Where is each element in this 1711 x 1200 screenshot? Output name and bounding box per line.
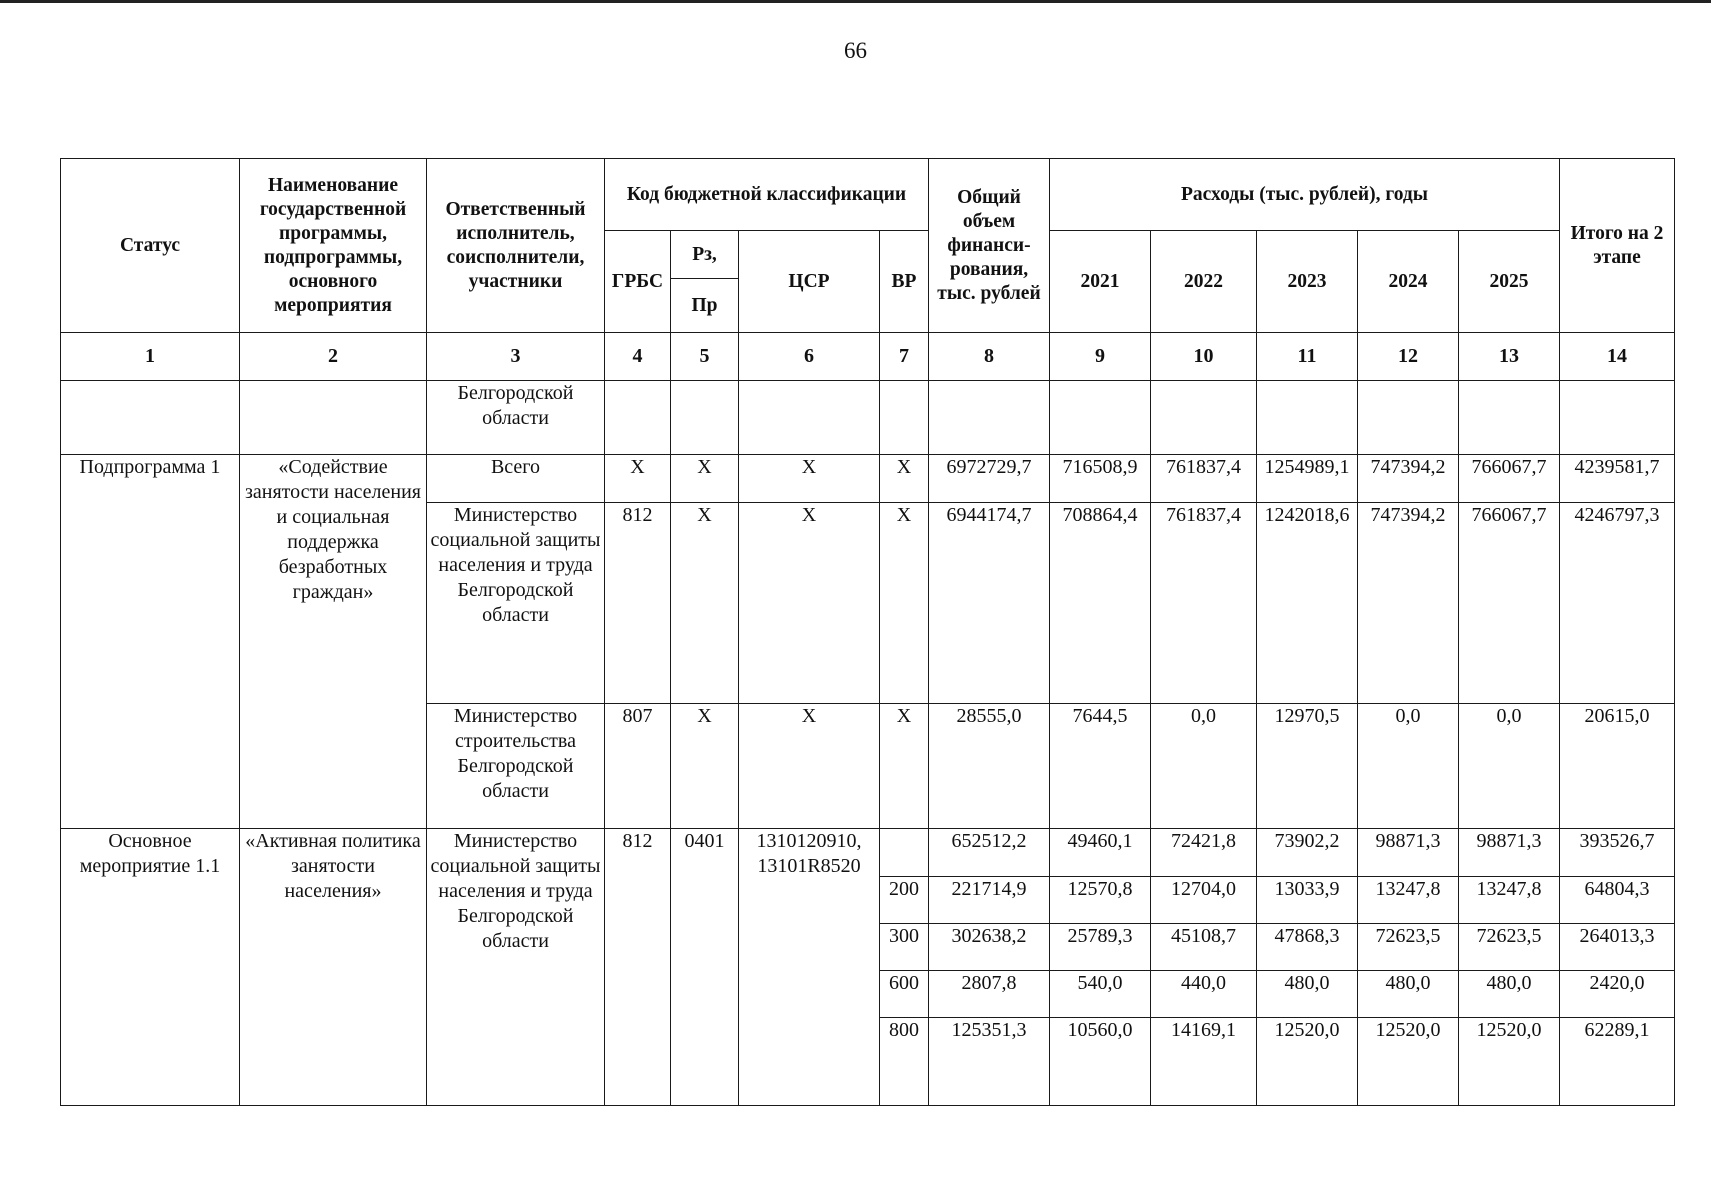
year-2021-cell: 49460,1 [1050, 829, 1151, 877]
year-2023-cell: 1254989,1 [1257, 455, 1358, 503]
continuation-row [61, 381, 1675, 455]
itogo-cell: 20615,0 [1560, 704, 1675, 829]
total-cell: 652512,2 [929, 829, 1050, 877]
vr-cell: Х [880, 704, 929, 829]
year-2024-cell: 72623,5 [1358, 924, 1459, 971]
executor-cell: Всего [427, 455, 605, 503]
column-number: 7 [880, 333, 929, 381]
table-row [61, 829, 1675, 877]
csr-cell: Х [739, 455, 880, 503]
header-pr: Пр [671, 279, 739, 333]
year-2021-cell: 12570,8 [1050, 877, 1151, 924]
total-cell: 2807,8 [929, 971, 1050, 1018]
total-cell: 28555,0 [929, 704, 1050, 829]
grbs-cell: Х [605, 455, 671, 503]
vr-cell: Х [880, 503, 929, 704]
column-number: 10 [1151, 333, 1257, 381]
total-cell: 6944174,7 [929, 503, 1050, 704]
header-year-2025: 2025 [1459, 231, 1560, 333]
year-2022-cell: 72421,8 [1151, 829, 1257, 877]
header-expenses: Расходы (тыс. рублей), годы [1050, 159, 1560, 231]
name-cell: «Активная политика занятости населения» [240, 829, 427, 1106]
year-2021-cell: 708864,4 [1050, 503, 1151, 704]
vr-cell: Х [880, 455, 929, 503]
year-2023-cell: 73902,2 [1257, 829, 1358, 877]
vr-cell: 600 [880, 971, 929, 1018]
year-2022-cell: 12704,0 [1151, 877, 1257, 924]
header-year-2024: 2024 [1358, 231, 1459, 333]
header-budget-code: Код бюджетной классификации [605, 159, 929, 231]
grbs-cell: 812 [605, 503, 671, 704]
header-vr: ВР [880, 231, 929, 333]
year-2023-cell: 12970,5 [1257, 704, 1358, 829]
rzpr-cell: 0401 [671, 829, 739, 1106]
itogo-cell: 4239581,7 [1560, 455, 1675, 503]
column-number: 12 [1358, 333, 1459, 381]
year-2023-cell: 47868,3 [1257, 924, 1358, 971]
year-2021-cell: 540,0 [1050, 971, 1151, 1018]
column-number: 13 [1459, 333, 1560, 381]
grbs-cell: 812 [605, 829, 671, 1106]
column-number: 2 [240, 333, 427, 381]
header-rz: Рз, [671, 231, 739, 279]
rzpr-cell: Х [671, 503, 739, 704]
csr-cell: Х [739, 503, 880, 704]
header-itogo: Итого на 2 этапе [1560, 159, 1675, 333]
itogo-cell: 4246797,3 [1560, 503, 1675, 704]
top-edge-line [0, 0, 1711, 3]
year-2021-cell: 716508,9 [1050, 455, 1151, 503]
year-2022-cell: 440,0 [1151, 971, 1257, 1018]
year-2025-cell: 98871,3 [1459, 829, 1560, 877]
total-cell: 125351,3 [929, 1018, 1050, 1106]
itogo-cell: 64804,3 [1560, 877, 1675, 924]
total-cell: 221714,9 [929, 877, 1050, 924]
column-number-row [61, 333, 1675, 381]
header-year-2022: 2022 [1151, 231, 1257, 333]
year-2024-cell: 12520,0 [1358, 1018, 1459, 1106]
status-cell: Основное мероприятие 1.1 [61, 829, 240, 1106]
year-2025-cell: 13247,8 [1459, 877, 1560, 924]
column-number: 8 [929, 333, 1050, 381]
header-year-2023: 2023 [1257, 231, 1358, 333]
year-2025-cell: 766067,7 [1459, 455, 1560, 503]
column-number: 3 [427, 333, 605, 381]
itogo-cell: 393526,7 [1560, 829, 1675, 877]
year-2022-cell: 14169,1 [1151, 1018, 1257, 1106]
year-2021-cell: 10560,0 [1050, 1018, 1151, 1106]
header-executor: Ответственный исполнитель, соисполнители, участники [427, 159, 605, 333]
executor-cell: Белгородской области [427, 381, 605, 455]
total-cell: 302638,2 [929, 924, 1050, 971]
year-2022-cell: 0,0 [1151, 704, 1257, 829]
executor-cell: Министерство строительства Белгородской области [427, 704, 605, 829]
year-2025-cell: 480,0 [1459, 971, 1560, 1018]
year-2024-cell: 98871,3 [1358, 829, 1459, 877]
rzpr-cell: Х [671, 455, 739, 503]
budget-table [60, 158, 1675, 1106]
year-2025-cell: 766067,7 [1459, 503, 1560, 704]
year-2023-cell: 13033,9 [1257, 877, 1358, 924]
header-name: Наименование государственной программы, подпрограммы, основного мероприятия [240, 159, 427, 333]
name-cell: «Содействие занятости населения и социальная поддержка безработных граждан» [240, 455, 427, 829]
column-number: 6 [739, 333, 880, 381]
column-number: 5 [671, 333, 739, 381]
year-2025-cell: 72623,5 [1459, 924, 1560, 971]
column-number: 14 [1560, 333, 1675, 381]
year-2025-cell: 0,0 [1459, 704, 1560, 829]
year-2025-cell: 12520,0 [1459, 1018, 1560, 1106]
year-2024-cell: 13247,8 [1358, 877, 1459, 924]
itogo-cell: 2420,0 [1560, 971, 1675, 1018]
total-cell: 6972729,7 [929, 455, 1050, 503]
vr-cell: 800 [880, 1018, 929, 1106]
year-2024-cell: 747394,2 [1358, 455, 1459, 503]
column-number: 4 [605, 333, 671, 381]
header-year-2021: 2021 [1050, 231, 1151, 333]
vr-cell [880, 829, 929, 877]
table-row [61, 455, 1675, 503]
year-2024-cell: 480,0 [1358, 971, 1459, 1018]
year-2022-cell: 761837,4 [1151, 455, 1257, 503]
year-2023-cell: 480,0 [1257, 971, 1358, 1018]
year-2022-cell: 761837,4 [1151, 503, 1257, 704]
year-2022-cell: 45108,7 [1151, 924, 1257, 971]
executor-cell: Министерство социальной защиты населения и труда Белгородской области [427, 503, 605, 704]
itogo-cell: 62289,1 [1560, 1018, 1675, 1106]
year-2023-cell: 1242018,6 [1257, 503, 1358, 704]
year-2023-cell: 12520,0 [1257, 1018, 1358, 1106]
column-number: 1 [61, 333, 240, 381]
rzpr-cell: Х [671, 704, 739, 829]
status-cell: Подпрограмма 1 [61, 455, 240, 829]
year-2024-cell: 0,0 [1358, 704, 1459, 829]
header-csr: ЦСР [739, 231, 880, 333]
column-number: 9 [1050, 333, 1151, 381]
page-number: 66 [844, 38, 867, 63]
vr-cell: 300 [880, 924, 929, 971]
header-status: Статус [61, 159, 240, 333]
column-number: 11 [1257, 333, 1358, 381]
executor-cell: Министерство социальной защиты населения и труда Белгородской области [427, 829, 605, 1106]
grbs-cell: 807 [605, 704, 671, 829]
year-2024-cell: 747394,2 [1358, 503, 1459, 704]
year-2021-cell: 25789,3 [1050, 924, 1151, 971]
itogo-cell: 264013,3 [1560, 924, 1675, 971]
csr-cell: Х [739, 704, 880, 829]
year-2021-cell: 7644,5 [1050, 704, 1151, 829]
header-grbs: ГРБС [605, 231, 671, 333]
vr-cell: 200 [880, 877, 929, 924]
header-total-volume: Общий объем финанси-рования, тыс. рублей [929, 159, 1050, 333]
csr-cell: 1310120910, 13101R8520 [739, 829, 880, 1106]
